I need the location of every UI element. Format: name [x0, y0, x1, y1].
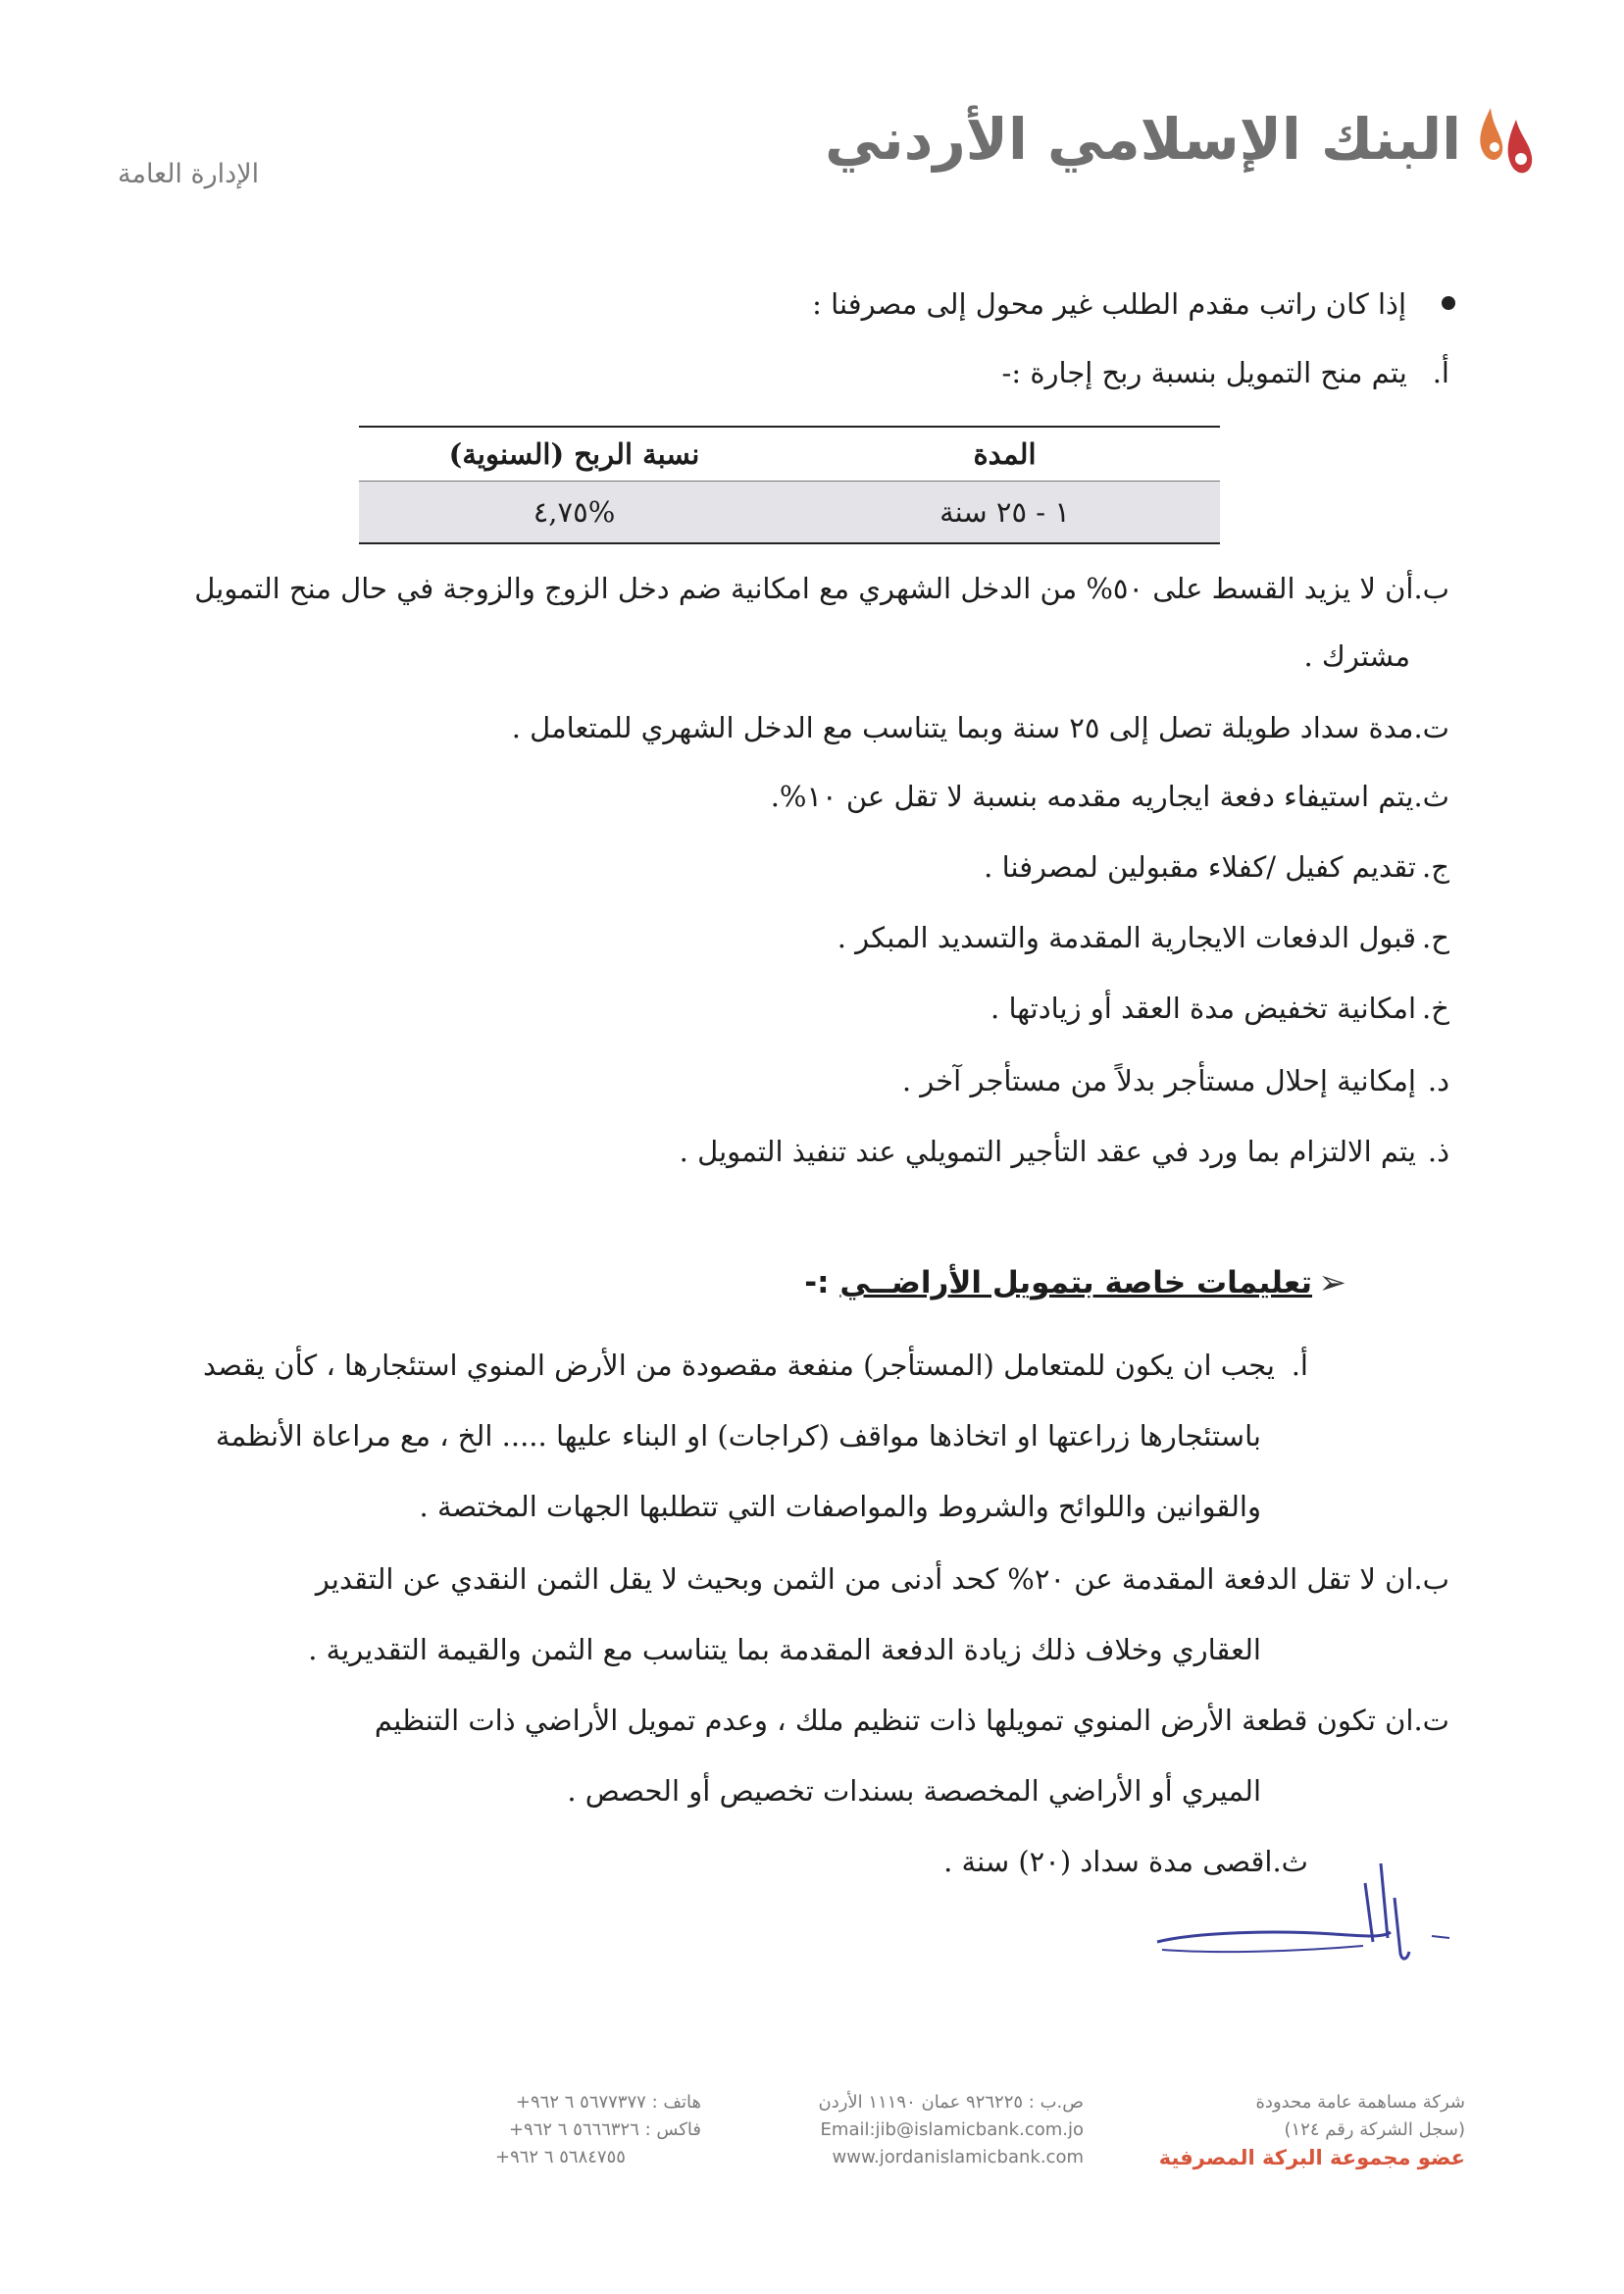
item-text: أن لا يزيد القسط على ٥٠% من الدخل الشهري مع امكانية ضم دخل الزوج والزوجة في حال منح التمويل — [194, 572, 1414, 605]
item-marker: ث. — [1413, 780, 1449, 813]
item-text: قبول الدفعات الايجارية المقدمة والتسديد المبكر . — [837, 921, 1416, 954]
item-j — [984, 847, 1449, 887]
item-line: الميري أو الأراضي المخصصة بسندات تخصيص أو الحصص . — [567, 1774, 1261, 1808]
item-text: يتم استيفاء دفعة ايجاريه مقدمه بنسبة لا تقل عن ١٠%. — [770, 780, 1414, 813]
bullet-text: إذا كان راتب مقدم الطلب غير محول إلى مصرفنا : — [812, 287, 1406, 321]
item-h — [837, 918, 1449, 957]
item-text: يجب ان يكون للمتعامل (المستأجر) منفعة مقصودة من الأرض المنوي استئجارها ، كأن يقصد — [202, 1349, 1275, 1382]
item-dh — [680, 1132, 1449, 1171]
arrow-bullet-icon: ➢ — [1318, 1263, 1346, 1302]
item-text: اقصى مدة سداد (٢٠) سنة . — [943, 1845, 1273, 1878]
item-text: مدة سداد طويلة تصل إلى ٢٥ سنة وبما يتناسب مع الدخل الشهري للمتعامل . — [511, 711, 1414, 744]
item-marker: أ. — [1432, 356, 1449, 389]
bullet-icon — [1442, 296, 1455, 310]
company-type: شركة مساهمة عامة محدودة — [1255, 2092, 1465, 2113]
profit-rate-table — [359, 426, 1220, 544]
footer-contact — [814, 2089, 1084, 2171]
item-line — [84, 567, 1449, 635]
bank-logo-icon — [1471, 98, 1540, 186]
department-label: الإدارة العامة — [118, 159, 260, 189]
table-header: نسبة الربح (السنوية) — [448, 437, 700, 471]
item-text: ان لا تقل الدفعة المقدمة عن ٢٠% كحد أدنى من الثمن وبحيث لا يقل الثمن النقدي عن التقدير — [315, 1562, 1414, 1596]
phone-number: هاتف : ٥٦٧٧٣٧٧ ٦ ٩٦٢+ — [515, 2092, 701, 2113]
item-line: العقاري وخلاف ذلك زيادة الدفعة المقدمة بما يتناسب مع الثمن والقيمة التقديرية . — [308, 1633, 1261, 1666]
item-marker: أ. — [1291, 1349, 1308, 1382]
item-marker: ب. — [1413, 572, 1449, 605]
item-text: يتم منح التمويل بنسبة ربح إجارة :- — [1001, 356, 1407, 389]
item-marker: ذ. — [1427, 1135, 1449, 1168]
item-line — [0, 1344, 1308, 1411]
item-a — [1002, 353, 1449, 392]
bank-logo — [825, 98, 1540, 206]
section-title: تعليمات خاصة بتمويل الأراضــي — [839, 1265, 1312, 1300]
group-member: عضو مجموعة البركة المصرفية — [1158, 2146, 1465, 2169]
item-b — [84, 567, 1449, 702]
item-marker: خ. — [1422, 992, 1449, 1025]
company-registry: (سجل الشركة رقم ١٢٤) — [1284, 2119, 1465, 2140]
land-item-a — [0, 1344, 1308, 1411]
item-marker: ث. — [1272, 1845, 1308, 1878]
item-marker: ت. — [1413, 1704, 1449, 1737]
item-marker: ج. — [1422, 850, 1449, 884]
item-text: ان تكون قطعة الأرض المنوي تمويلها ذات تنظيم ملك ، وعدم تمويل الأراضي ذات التنظيم — [374, 1704, 1414, 1737]
table-cell: %٤,٧٥ — [533, 495, 616, 529]
item-text: تقديم كفيل /كفلاء مقبولين لمصرفنا . — [984, 850, 1416, 884]
table-row — [359, 481, 1220, 542]
item-marker: ح. — [1422, 921, 1449, 954]
table-header: المدة — [973, 437, 1037, 471]
footer-phones — [495, 2089, 701, 2171]
item-text: إمكانية إحلال مستأجر بدلاً من مستأجر آخر . — [901, 1064, 1416, 1097]
land-item-t — [375, 1701, 1449, 1740]
section-suffix: :- — [804, 1265, 830, 1300]
item-t — [512, 708, 1449, 747]
email-address: Email:jib@islamicbank.com.jo — [820, 2119, 1084, 2140]
item-d — [902, 1061, 1449, 1100]
phone-number-2: ٥٦٨٤٧٥٥ ٦ ٩٦٢+ — [495, 2147, 626, 2167]
signature — [1138, 1844, 1510, 1991]
po-box: ص.ب : ٩٢٦٢٢٥ عمان ١١١٩٠ الأردن — [818, 2092, 1084, 2113]
table-header-row — [359, 428, 1220, 481]
land-item-b — [316, 1559, 1449, 1599]
item-text: يتم الالتزام بما ورد في عقد التأجير التمويلي عند تنفيذ التمويل . — [679, 1135, 1416, 1168]
footer-company — [1159, 2089, 1465, 2171]
item-text: امكانية تخفيض مدة العقد أو زيادتها . — [990, 992, 1416, 1025]
item-marker: د. — [1427, 1064, 1449, 1097]
item-marker: ت. — [1413, 711, 1449, 744]
item-line: مشترك . — [1303, 639, 1410, 673]
item-line: والقوانين واللوائح والشروط والمواصفات التي تتطلبها الجهات المختصة . — [419, 1490, 1261, 1523]
item-th — [771, 777, 1449, 816]
item-kh — [990, 989, 1449, 1028]
website-link[interactable]: www.jordanislamicbank.com — [832, 2147, 1084, 2167]
table-cell: ١ - ٢٥ سنة — [939, 495, 1070, 529]
section-heading — [804, 1265, 1312, 1300]
item-line: باستئجارها زراعتها او اتخاذها مواقف (كراجات) او البناء عليها ..... الخ ، مع مراعاة الأنظمة — [215, 1419, 1261, 1453]
fax-number: فاكس : ٥٦٦٦٣٢٦ ٦ ٩٦٢+ — [508, 2119, 701, 2140]
bank-name: البنك الإسلامي الأردني — [825, 106, 1461, 173]
item-marker: ب. — [1413, 1562, 1449, 1596]
